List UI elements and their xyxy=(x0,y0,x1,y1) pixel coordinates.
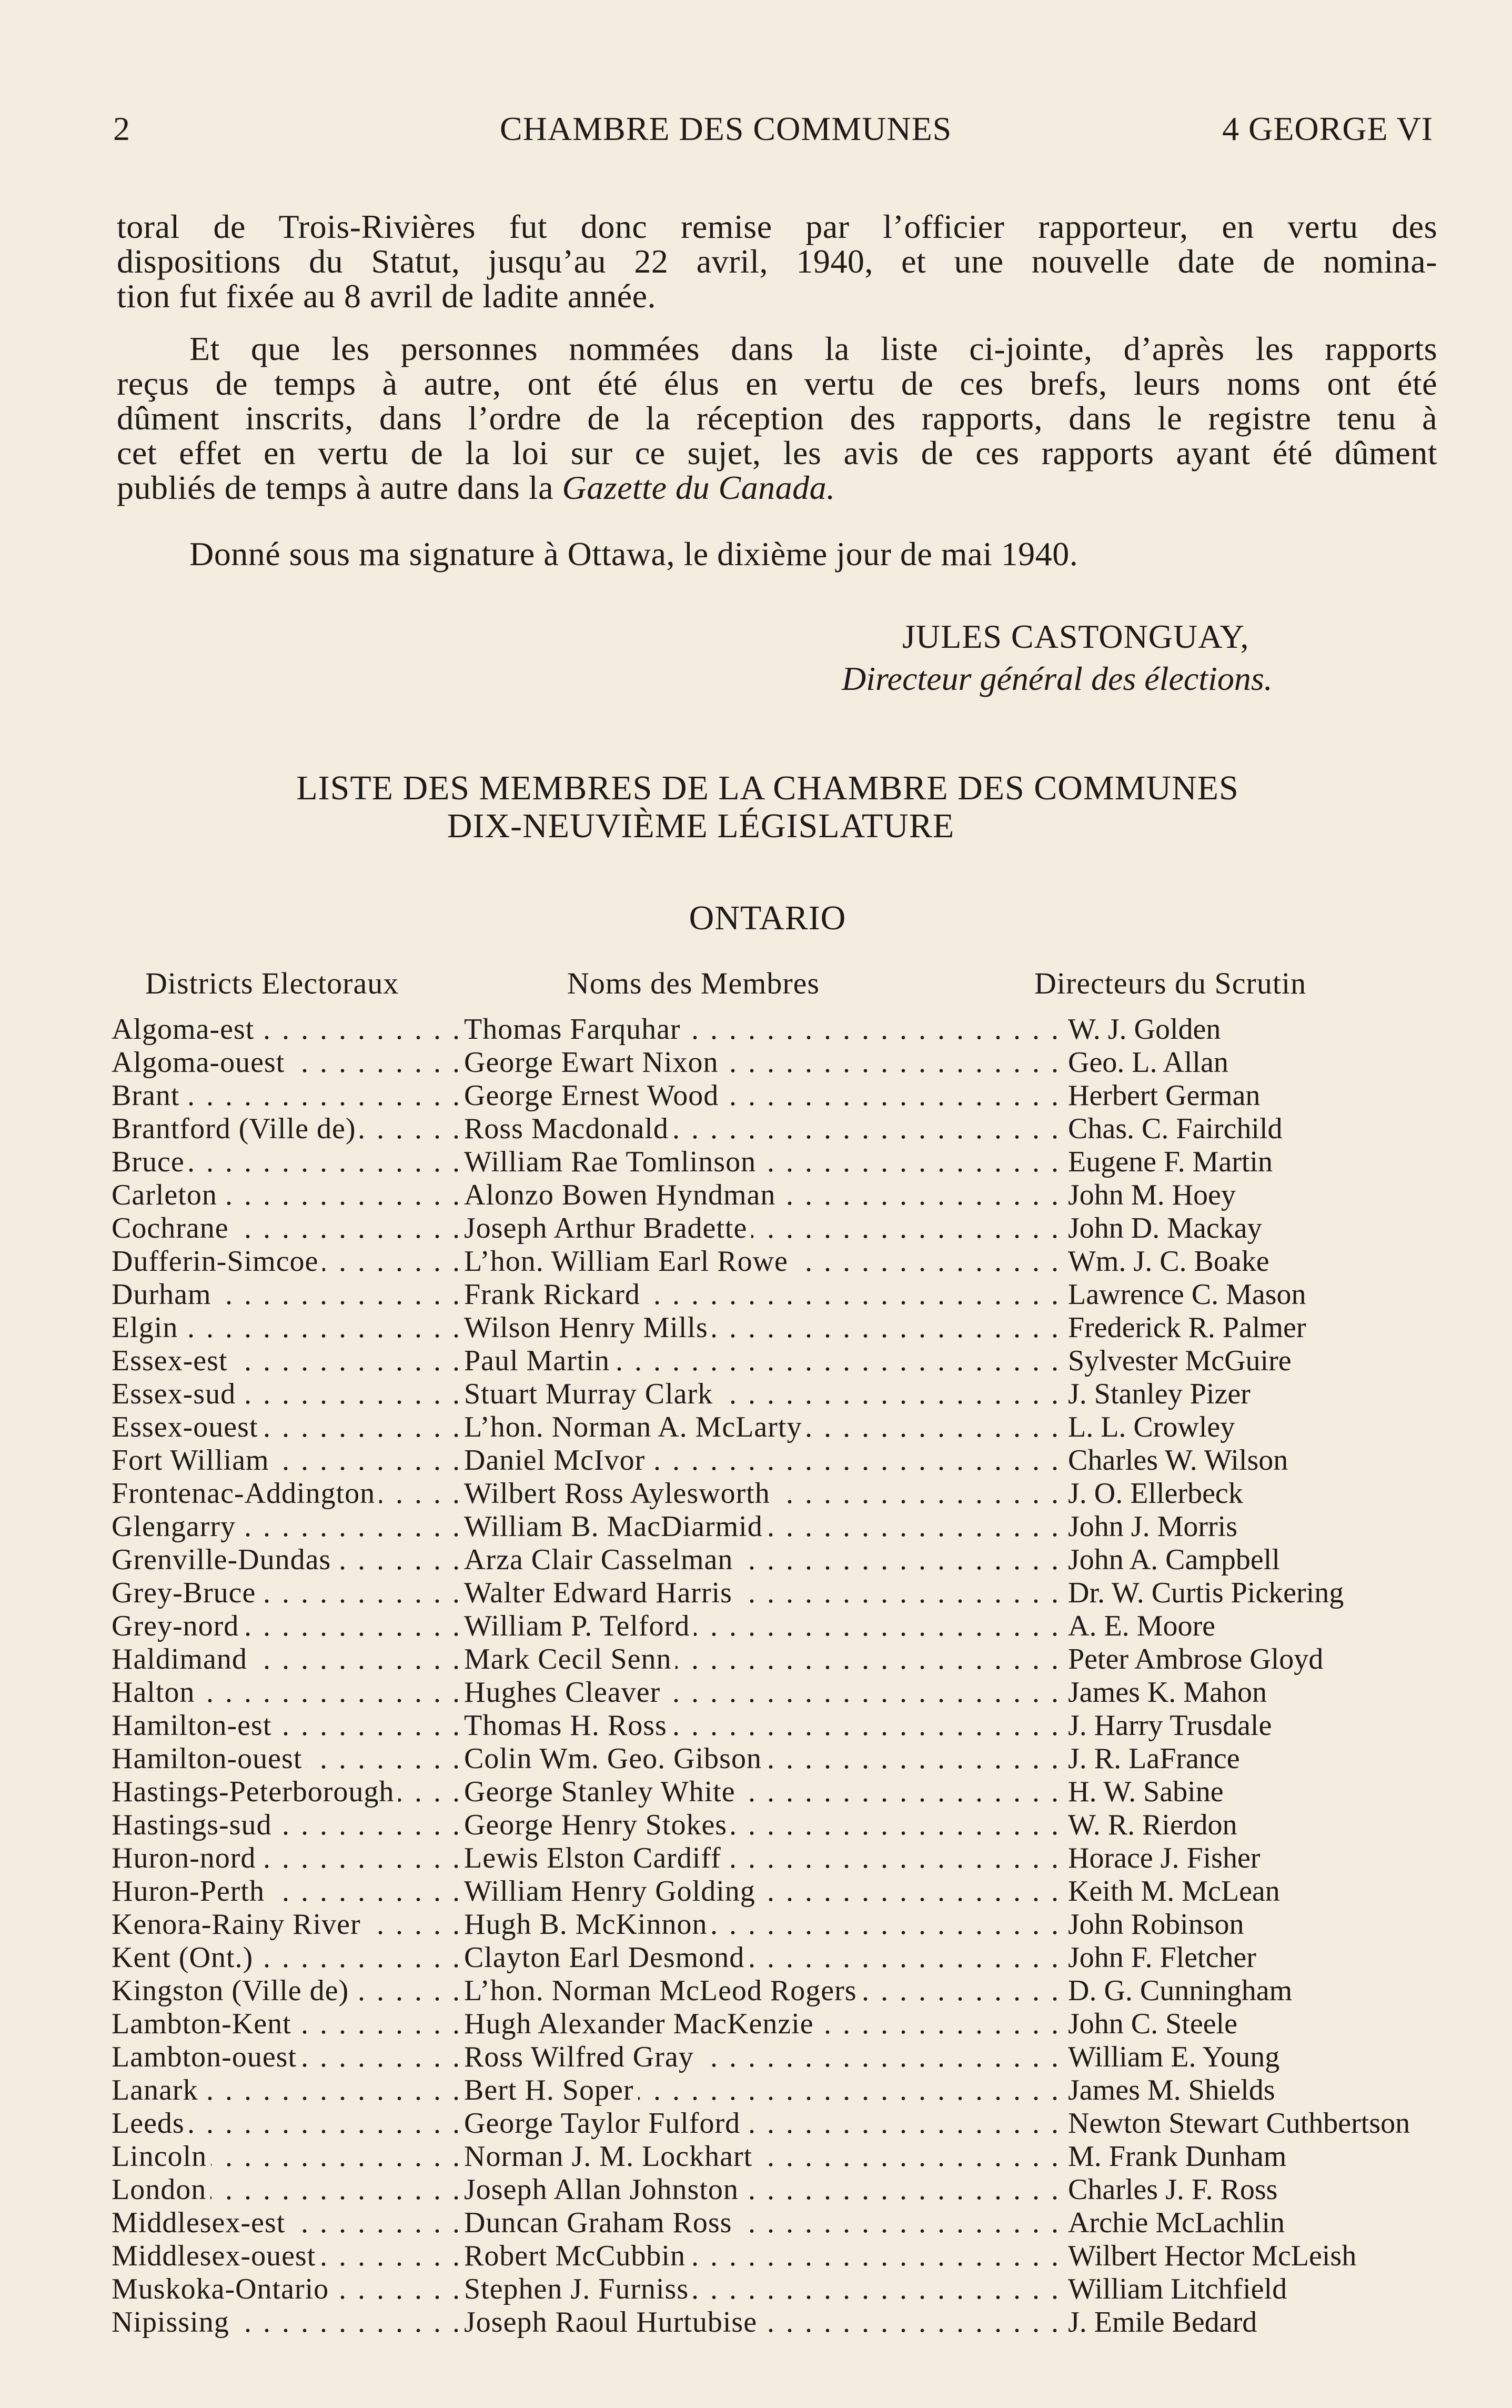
member-name: Ross Wilfred Gray xyxy=(464,2041,698,2074)
member-cell xyxy=(464,1742,1065,1775)
member-name: Clayton Earl Desmond xyxy=(464,1941,749,1974)
table-row xyxy=(112,1742,1427,1775)
table-row xyxy=(112,1212,1427,1245)
table-row xyxy=(112,1345,1427,1378)
returning-officer-name: Frederick R. Palmer xyxy=(1068,1311,1306,1344)
member-name: Hugh Alexander MacKenzie xyxy=(464,2008,818,2041)
member-cell xyxy=(464,1941,1065,1974)
district-cell xyxy=(112,1345,464,1378)
member-name: Wilbert Ross Aylesworth xyxy=(464,1477,774,1510)
district-name: Brantford (Ville de) xyxy=(112,1112,360,1146)
district-cell xyxy=(112,1742,464,1775)
member-name: Bert H. Soper xyxy=(464,2074,638,2107)
district-name: Algoma-ouest xyxy=(112,1046,289,1079)
district-cell xyxy=(112,1212,464,1245)
member-name: George Ewart Nixon xyxy=(464,1046,723,1079)
returning-officer-name: W. R. Rierdon xyxy=(1068,1809,1237,1841)
district-name: Leeds xyxy=(112,2107,189,2140)
returning-officer-name: John C. Steele xyxy=(1068,2008,1237,2040)
table-row xyxy=(112,1278,1427,1311)
table-row xyxy=(112,2173,1427,2206)
returning-officer-name: James K. Mahon xyxy=(1068,1676,1267,1709)
table-row xyxy=(112,2240,1427,2273)
table-row xyxy=(112,2074,1427,2107)
member-name: Mark Cecil Senn xyxy=(464,1643,676,1676)
member-name: Norman J. M. Lockhart xyxy=(464,2140,757,2173)
district-name: Kingston (Ville de) xyxy=(112,1974,353,2008)
district-cell xyxy=(112,2206,464,2240)
district-name: Hamilton-ouest xyxy=(112,1742,306,1775)
province-heading: ONTARIO xyxy=(689,899,846,937)
member-name: Hughes Cleaver xyxy=(464,1676,664,1709)
member-cell xyxy=(464,1775,1065,1809)
district-name: Elgin xyxy=(112,1311,182,1345)
signature-block xyxy=(842,616,1368,700)
returning-officer-name: J. Harry Trusdale xyxy=(1068,1709,1272,1742)
returning-officer-name: Peter Ambrose Gloyd xyxy=(1068,1643,1324,1675)
returning-officer-name: Sylvester McGuire xyxy=(1068,1345,1292,1377)
member-cell xyxy=(464,1543,1065,1577)
district-name: Lambton-Kent xyxy=(112,2008,296,2041)
member-cell xyxy=(464,1212,1065,1245)
member-name: Daniel McIvor xyxy=(464,1444,649,1477)
table-row xyxy=(112,1941,1427,1974)
district-cell xyxy=(112,1577,464,1610)
district-cell xyxy=(112,1709,464,1742)
returning-officer-name: William E. Young xyxy=(1068,2041,1280,2073)
returning-officer-name: J. O. Ellerbeck xyxy=(1068,1477,1243,1510)
returning-officer-name: D. G. Cunningham xyxy=(1068,1974,1293,2007)
member-name: L’hon. William Earl Rowe xyxy=(464,1245,792,1278)
district-cell xyxy=(112,1245,464,1278)
paragraph-1 xyxy=(117,209,1437,314)
member-cell xyxy=(464,1146,1065,1179)
district-name: Fort William xyxy=(112,1444,274,1477)
district-name: Huron-nord xyxy=(112,1842,260,1875)
table-row xyxy=(112,1643,1427,1676)
district-name: Frontenac-Addington xyxy=(112,1477,379,1510)
district-name: Hamilton-est xyxy=(112,1709,276,1742)
table-row xyxy=(112,1577,1427,1610)
paragraph-3 xyxy=(189,537,1399,571)
returning-officer-name: L. L. Crowley xyxy=(1068,1411,1235,1443)
member-cell xyxy=(464,1809,1065,1842)
district-cell xyxy=(112,1941,464,1974)
member-cell xyxy=(464,1610,1065,1643)
text-line: cet effet en vertu de la loi sur ce sujet, les avis de ces rapports ayant été dûment xyxy=(117,434,1437,471)
district-cell xyxy=(112,1046,464,1079)
member-cell xyxy=(464,1444,1065,1477)
returning-officer-name: A. E. Moore xyxy=(1068,1610,1215,1642)
district-name: Lambton-ouest xyxy=(112,2041,301,2074)
member-cell xyxy=(464,1179,1065,1212)
table-row xyxy=(112,1146,1427,1179)
returning-officer-name: Herbert German xyxy=(1068,1079,1261,1112)
district-cell xyxy=(112,1643,464,1676)
returning-officer-name: Newton Stewart Cuthbertson xyxy=(1068,2107,1410,2140)
district-name: Grey-Bruce xyxy=(112,1577,260,1610)
member-name: Paul Martin xyxy=(464,1345,614,1378)
district-name: Grey-nord xyxy=(112,1610,243,1643)
district-name: Muskoka-Ontario xyxy=(112,2273,333,2306)
district-name: Hastings-sud xyxy=(112,1809,276,1842)
district-name: Essex-est xyxy=(112,1345,232,1378)
table-row xyxy=(112,2206,1427,2240)
gazette-title: Gazette du Canada. xyxy=(562,469,835,506)
member-name: George Ernest Wood xyxy=(464,1079,723,1112)
district-cell xyxy=(112,2273,464,2306)
district-cell xyxy=(112,1278,464,1311)
member-cell xyxy=(464,1278,1065,1311)
district-name: Cochrane xyxy=(112,1212,233,1245)
returning-officer-name: John D. Mackay xyxy=(1068,1212,1262,1245)
member-name: Robert McCubbin xyxy=(464,2240,690,2273)
text-line: toral de Trois-Rivières fut donc remise par l’officier rapporteur, en vertu des xyxy=(117,208,1437,245)
district-cell xyxy=(112,1444,464,1477)
member-cell xyxy=(464,2173,1065,2206)
returning-officer-name: Wm. J. C. Boake xyxy=(1068,1245,1269,1278)
member-cell xyxy=(464,1013,1065,1046)
district-name: Carleton xyxy=(112,1179,221,1212)
returning-officer-name: Charles J. F. Ross xyxy=(1068,2173,1278,2206)
table-row xyxy=(112,1510,1427,1543)
returning-officer-name: Horace J. Fisher xyxy=(1068,1842,1261,1874)
paragraph-2 xyxy=(117,332,1437,505)
member-cell xyxy=(464,2206,1065,2240)
returning-officer-name: Charles W. Wilson xyxy=(1068,1444,1288,1477)
member-name: George Taylor Fulford xyxy=(464,2107,744,2140)
district-name: Lincoln xyxy=(112,2140,211,2173)
returning-officer-name: Dr. W. Curtis Pickering xyxy=(1068,1577,1344,1609)
district-cell xyxy=(112,1809,464,1842)
member-cell xyxy=(464,1908,1065,1941)
table-row xyxy=(112,2107,1427,2140)
table-row xyxy=(112,2008,1427,2041)
member-cell xyxy=(464,2240,1065,2273)
text-line: Donné sous ma signature à Ottawa, le dixième jour de mai 1940. xyxy=(189,535,1078,573)
district-cell xyxy=(112,1676,464,1709)
table-row xyxy=(112,2041,1427,2074)
member-cell xyxy=(464,1112,1065,1146)
member-cell xyxy=(464,1709,1065,1742)
member-name: George Henry Stokes xyxy=(464,1809,731,1842)
member-cell xyxy=(464,1842,1065,1875)
table-row xyxy=(112,2306,1427,2339)
district-cell xyxy=(112,2240,464,2273)
member-cell xyxy=(464,2306,1065,2339)
column-header-district: Districts Electoraux xyxy=(145,966,399,1000)
table-row xyxy=(112,1013,1427,1046)
district-cell xyxy=(112,1842,464,1875)
table-row xyxy=(112,1809,1427,1842)
member-cell xyxy=(464,1345,1065,1378)
member-cell xyxy=(464,2074,1065,2107)
member-cell xyxy=(464,1676,1065,1709)
text-line: tion fut fixée au 8 avril de ladite année. xyxy=(117,277,657,315)
member-name: Walter Edward Harris xyxy=(464,1577,737,1610)
signatory-role: Directeur général des élections. xyxy=(842,660,1273,697)
member-name: William Henry Golding xyxy=(464,1875,760,1908)
returning-officer-name: Eugene F. Martin xyxy=(1068,1146,1273,1178)
table-row xyxy=(112,1842,1427,1875)
table-row xyxy=(112,1875,1427,1908)
table-row xyxy=(112,1079,1427,1112)
member-name: Stephen J. Furniss xyxy=(464,2273,693,2306)
district-name: Halton xyxy=(112,1676,199,1709)
member-name: Duncan Graham Ross xyxy=(464,2206,736,2240)
text-line: Et que les personnes nommées dans la liste ci-jointe, d’après les rapports xyxy=(189,330,1437,367)
returning-officer-name: J. Emile Bedard xyxy=(1068,2306,1257,2339)
returning-officer-name: Archie McLachlin xyxy=(1068,2206,1285,2239)
member-name: George Stanley White xyxy=(464,1775,740,1809)
returning-officer-name: John F. Fletcher xyxy=(1068,1941,1256,1974)
district-cell xyxy=(112,1543,464,1577)
member-cell xyxy=(464,1643,1065,1676)
district-name: Essex-ouest xyxy=(112,1411,263,1444)
district-name: Kent (Ont.) xyxy=(112,1941,257,1974)
table-row xyxy=(112,1709,1427,1742)
returning-officer-name: John Robinson xyxy=(1068,1908,1244,1941)
member-name: William P. Telford xyxy=(464,1610,694,1643)
returning-officer-name: John J. Morris xyxy=(1068,1510,1238,1543)
member-cell xyxy=(464,1974,1065,2008)
table-row xyxy=(112,1477,1427,1510)
table-row xyxy=(112,1112,1427,1146)
member-cell xyxy=(464,1875,1065,1908)
district-name: Lanark xyxy=(112,2074,203,2107)
district-cell xyxy=(112,1411,464,1444)
member-cell xyxy=(464,1577,1065,1610)
member-cell xyxy=(464,1311,1065,1345)
returning-officer-name: J. R. LaFrance xyxy=(1068,1742,1240,1775)
member-name: Hugh B. McKinnon xyxy=(464,1908,711,1941)
text-line: dûment inscrits, dans l’ordre de la réception des rapports, dans le registre tenu à xyxy=(117,399,1437,437)
member-name: Lewis Elston Cardiff xyxy=(464,1842,725,1875)
district-name: Grenville-Dundas xyxy=(112,1543,335,1577)
district-cell xyxy=(112,2041,464,2074)
district-cell xyxy=(112,1974,464,2008)
member-cell xyxy=(464,1411,1065,1444)
member-cell xyxy=(464,1245,1065,1278)
member-name: Ross Macdonald xyxy=(464,1112,673,1146)
page-number: 2 xyxy=(113,110,130,147)
returning-officer-name: M. Frank Dunham xyxy=(1068,2140,1287,2173)
table-row xyxy=(112,1411,1427,1444)
table-row xyxy=(112,1908,1427,1941)
member-name: Thomas Farquhar xyxy=(464,1013,685,1046)
district-cell xyxy=(112,1079,464,1112)
district-name: Durham xyxy=(112,1278,216,1311)
returning-officer-name: James M. Shields xyxy=(1068,2074,1275,2106)
district-cell xyxy=(112,1179,464,1212)
member-cell xyxy=(464,1378,1065,1411)
list-subtitle: DIX-NEUVIÈME LÉGISLATURE xyxy=(447,807,955,845)
district-cell xyxy=(112,1013,464,1046)
running-title: CHAMBRE DES COMMUNES xyxy=(500,110,952,147)
text-fragment: publiés de temps à autre dans la xyxy=(117,469,562,506)
returning-officer-name: Chas. C. Fairchild xyxy=(1068,1112,1283,1145)
district-cell xyxy=(112,2107,464,2140)
table-row xyxy=(112,2140,1427,2173)
district-name: Algoma-est xyxy=(112,1013,258,1046)
district-cell xyxy=(112,2173,464,2206)
district-cell xyxy=(112,1775,464,1809)
member-cell xyxy=(464,2273,1065,2306)
column-header-member: Noms des Membres xyxy=(567,966,820,1000)
signatory-name: JULES CASTONGUAY, xyxy=(902,618,1249,655)
district-cell xyxy=(112,2008,464,2041)
member-name: Thomas H. Ross xyxy=(464,1709,671,1742)
district-name: Nipissing xyxy=(112,2306,234,2339)
table-row xyxy=(112,1775,1427,1809)
district-cell xyxy=(112,1510,464,1543)
district-name: Huron-Perth xyxy=(112,1875,269,1908)
member-name: Joseph Arthur Bradette xyxy=(464,1212,751,1245)
district-cell xyxy=(112,1875,464,1908)
district-name: Middlesex-ouest xyxy=(112,2240,320,2273)
returning-officer-name: H. W. Sabine xyxy=(1068,1775,1224,1808)
district-cell xyxy=(112,1610,464,1643)
returning-officer-name: Wilbert Hector McLeish xyxy=(1068,2240,1357,2272)
returning-officer-name: Keith M. McLean xyxy=(1068,1875,1280,1908)
table-row xyxy=(112,1543,1427,1577)
district-cell xyxy=(112,2074,464,2107)
returning-officer-name: John M. Hoey xyxy=(1068,1179,1236,1211)
district-cell xyxy=(112,1112,464,1146)
regnal-year: 4 GEORGE VI xyxy=(1222,110,1433,147)
district-name: Kenora-Rainy River xyxy=(112,1908,365,1941)
text-line xyxy=(117,470,1437,505)
district-cell xyxy=(112,2306,464,2339)
column-header-returning-officer: Directeurs du Scrutin xyxy=(1034,966,1307,1000)
returning-officer-name: William Litchfield xyxy=(1068,2273,1287,2305)
table-row xyxy=(112,1974,1427,2008)
member-name: Alonzo Bowen Hyndman xyxy=(464,1179,780,1212)
member-cell xyxy=(464,2140,1065,2173)
returning-officer-name: Lawrence C. Mason xyxy=(1068,1278,1306,1311)
table-row xyxy=(112,1676,1427,1709)
district-name: Bruce xyxy=(112,1146,189,1179)
returning-officer-name: Geo. L. Allan xyxy=(1068,1046,1228,1079)
returning-officer-name: J. Stanley Pizer xyxy=(1068,1378,1251,1410)
member-cell xyxy=(464,1510,1065,1543)
district-name: London xyxy=(112,2173,210,2206)
member-cell xyxy=(464,2107,1065,2140)
member-name: Arza Clair Casselman xyxy=(464,1543,737,1577)
district-name: Haldimand xyxy=(112,1643,251,1676)
district-name: Brant xyxy=(112,1079,184,1112)
district-cell xyxy=(112,1378,464,1411)
member-cell xyxy=(464,1079,1065,1112)
table-row xyxy=(112,2273,1427,2306)
member-cell xyxy=(464,1477,1065,1510)
list-title: LISTE DES MEMBRES DE LA CHAMBRE DES COMMUNES xyxy=(296,769,1239,807)
text-line: dispositions du Statut, jusqu’au 22 avril, 1940, et une nouvelle date de nomina- xyxy=(117,243,1437,280)
returning-officer-name: W. J. Golden xyxy=(1068,1013,1221,1046)
member-name: William B. MacDiarmid xyxy=(464,1510,767,1543)
member-name: Colin Wm. Geo. Gibson xyxy=(464,1742,766,1775)
district-name: Glengarry xyxy=(112,1510,240,1543)
table-row xyxy=(112,1378,1427,1411)
district-cell xyxy=(112,1477,464,1510)
member-cell xyxy=(464,2008,1065,2041)
table-row xyxy=(112,1610,1427,1643)
district-name: Middlesex-est xyxy=(112,2206,289,2240)
member-name: William Rae Tomlinson xyxy=(464,1146,760,1179)
returning-officer-name: John A. Campbell xyxy=(1068,1543,1280,1576)
district-cell xyxy=(112,1908,464,1941)
table-row xyxy=(112,1179,1427,1212)
running-head xyxy=(113,109,1433,157)
member-name: Frank Rickard xyxy=(464,1278,644,1311)
member-name: Stuart Murray Clark xyxy=(464,1378,717,1411)
district-name: Dufferin-Simcoe xyxy=(112,1245,322,1278)
district-cell xyxy=(112,1311,464,1345)
members-table xyxy=(112,1013,1427,2339)
member-name: Joseph Raoul Hurtubise xyxy=(464,2306,761,2339)
member-name: Joseph Allan Johnston xyxy=(464,2173,743,2206)
member-name: L’hon. Norman A. McLarty xyxy=(464,1411,807,1444)
member-name: Wilson Henry Mills xyxy=(464,1311,712,1345)
member-cell xyxy=(464,2041,1065,2074)
member-cell xyxy=(464,1046,1065,1079)
table-row xyxy=(112,1311,1427,1345)
district-name: Hastings-Peterborough xyxy=(112,1775,398,1809)
table-row xyxy=(112,1046,1427,1079)
text-line: reçus de temps à autre, ont été élus en vertu de ces brefs, leurs noms ont été xyxy=(117,365,1437,402)
member-name: L’hon. Norman McLeod Rogers xyxy=(464,1974,861,2008)
table-row xyxy=(112,1245,1427,1278)
district-cell xyxy=(112,2140,464,2173)
table-row xyxy=(112,1444,1427,1477)
district-cell xyxy=(112,1146,464,1179)
district-name: Essex-sud xyxy=(112,1378,240,1411)
